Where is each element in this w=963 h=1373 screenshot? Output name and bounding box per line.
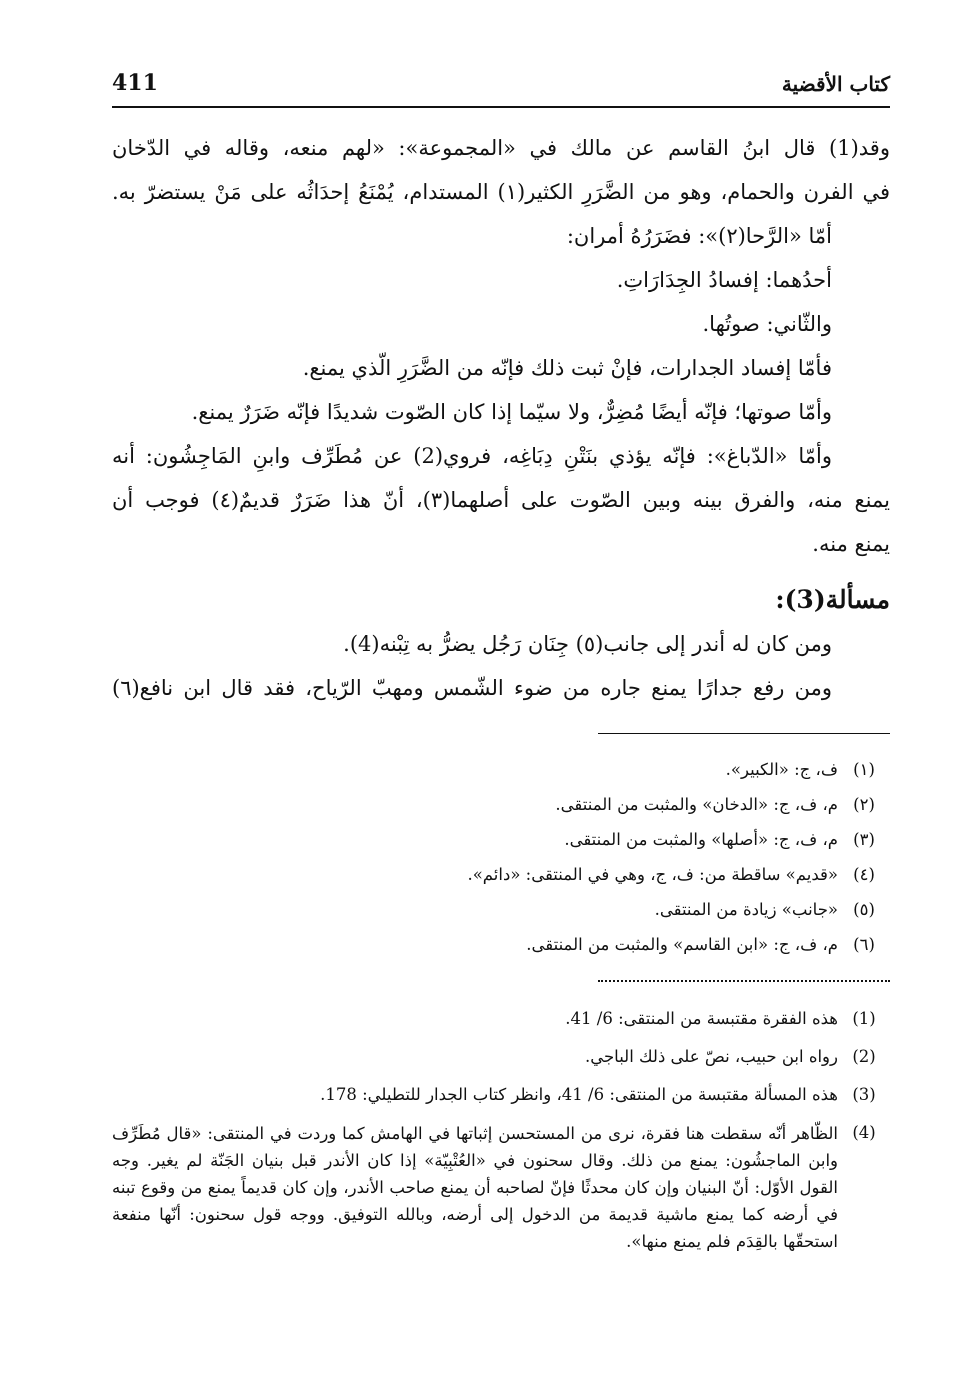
text-line: والثّاني: صوتُها. [702, 312, 832, 336]
footnote-dotted-separator [598, 980, 890, 982]
text-line: أمّا «الرَّحا(٢)»: فضَرَرُهُ أمران: [566, 224, 832, 248]
text-line: وقد(1) قال ابنُ القاسم عن مالك في «المجموعة»: «لهم منعه، وقاله في الدّخان [112, 136, 890, 160]
footnote-text: هذه الفقرة مقتبسة من المنتقى: 6/ 41. [565, 1009, 838, 1028]
footnote-number: (2) [852, 1047, 876, 1066]
footnote-item [112, 1038, 890, 1076]
footnote-number: (4) [852, 1123, 876, 1142]
footnote-item [112, 927, 890, 962]
footnote-number: (٢) [853, 795, 875, 814]
footnote-number: (٤) [853, 865, 875, 884]
footnote-text: رواه ابن حبيب، نصّ على ذلك الباجي. [584, 1047, 838, 1066]
header-rule [112, 106, 890, 108]
section-heading: مسألة(3): [775, 585, 890, 614]
footnote-item [112, 1076, 890, 1114]
text-line: ومن كان له أندر إلى جانب(٥) جِنَان رَجُل يضرُّ به تِبْنه(4). [343, 632, 832, 656]
footnote-text: هذه المسألة مقتبسة من المنتقى: 6/ 41، وانظر كتاب الجدار للتطيلي: 178. [320, 1085, 838, 1104]
footnote-number: (٦) [853, 935, 875, 954]
variant-footnotes [112, 752, 890, 962]
footnote-item [112, 787, 890, 822]
footnote-item [112, 857, 890, 892]
source-footnotes [112, 1000, 890, 1255]
footnote-number: (٥) [853, 900, 875, 919]
footnote-item [112, 1000, 890, 1038]
footnote-item [112, 752, 890, 787]
text-line: وأمّا «الدّباغ»: فإنّه يؤذي بنَتْنِ دِبَاغِه، فروي(2) عن مُطَرِّف وابنِ المَاجِشُون: أنه [112, 444, 832, 468]
footnote-text: «قديم» ساقطة من: ف، ج، وهي في المنتقى: «دائم». [467, 865, 838, 884]
footnote-separator [598, 733, 890, 734]
text-line: ومن رفع جدارًا يمنع جاره من ضوء الشّمس ومهبّ الرّياح، فقد قال ابن نافع(٦) [112, 676, 832, 700]
footnote-item [112, 892, 890, 927]
footnote-number: (١) [853, 760, 875, 779]
footnote-text: م، ف، ج: «الدخان» والمثبت من المنتقى. [555, 795, 838, 814]
footnote-item [112, 1114, 890, 1255]
footnote-number: (3) [852, 1085, 876, 1104]
text-line: وأمّا صوتها؛ فإنّه أيضًا مُضِرٌّ، ولا سيّما إذا كان الصّوت شديدًا فإنّه ضَرَرٌ يمنع. [191, 400, 832, 424]
text-line: أحدُهما: إفسادُ الجِدَارَاتِ. [616, 268, 832, 292]
page-number: 411 [112, 70, 158, 96]
footnote-text: ف، ج: «الكبير». [725, 760, 838, 779]
text-line: في الفرن والحمام، وهو من الضَّرَرِ الكثير(١) المستدام، يُمْنَعُ إحدَاثُه على مَنْ يستضرّ به. [112, 180, 890, 204]
footnote-text: م، ف، ج: «ابن القاسم» والمثبت من المنتقى. [526, 935, 838, 954]
text-line: يمنع منه. [812, 532, 890, 556]
footnote-item [112, 822, 890, 857]
page-header [112, 68, 890, 108]
main-text [112, 126, 890, 710]
footnote-text: «جانب» زيادة من المنتقى. [654, 900, 838, 919]
footnote-number: (1) [852, 1009, 876, 1028]
running-title: كتاب الأقضية [781, 72, 890, 96]
footnote-number: (٣) [853, 830, 875, 849]
footnote-text: م، ف، ج: «أصلها» والمثبت من المنتقى. [564, 830, 838, 849]
footnote-text: الظّاهر أنّه سقطت هنا فقرة، نرى من المستحسن إثباتها في الهامش كما وردت في المنتقى: «قال مُطَرِّف وابن الماجشُون: يمنع من ذلك. وقال سحنون في «العُتْبِيّة» إذا كان الأندر قبل بنيان الجَنّة لم يغير. وجه القول الأوّل: أنّ البنيان وإن كان محدثًا فإنّ لصاحبه أن يمنع صاحب الأندر، وإن كان قديماً يمنع من وقوع تبنه في أرضه كما يمنع ماشية قديمة من الدخول إلى أرضه، وبالله التوفيق. ووجه قول سحنون: أنّها منفعة استحقّها بالقِدَم فلم يمنع منها». [112, 1124, 838, 1251]
text-line: فأمّا إفساد الجدارات، فإنْ ثبت ذلك فإنّه من الضَّرَرِ الّذي يمنع. [302, 356, 832, 380]
text-line: يمنع منه، والفرق بينه وبين الصّوت على أصلهما(٣)، أنّ هذا ضَرَرٌ قديمٌ(٤) فوجب أن [112, 488, 890, 512]
